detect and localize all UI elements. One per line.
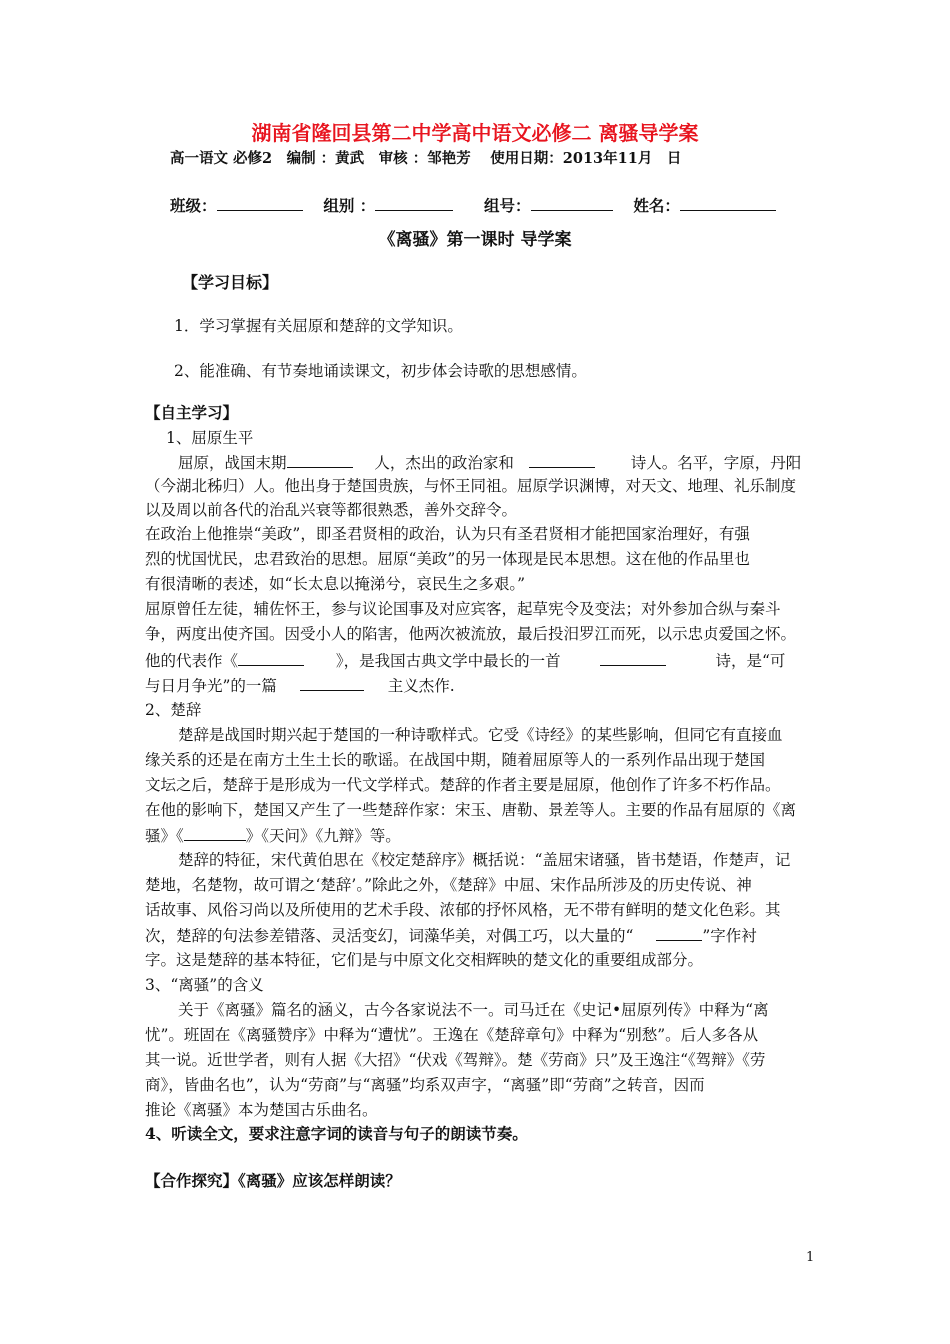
- group-no-label: 组号：: [484, 196, 531, 215]
- document-title: 湖南省隆回县第二中学高中语文必修二 离骚导学案: [251, 121, 699, 145]
- text-span: 屈原，战国末期: [178, 454, 287, 472]
- paragraph-line: [145, 675, 455, 696]
- name-label: 姓名：: [633, 196, 680, 215]
- text-span: ”字作衬: [702, 927, 757, 945]
- paragraph-line: 争，两度出使齐国。因受小人的陷害，他两次被流放，最后投汨罗江而死，以示忠贞爱国之怀。: [145, 625, 797, 643]
- cooperation-section: [145, 1171, 401, 1191]
- paragraph-line: 以及周以前各代的治乱兴衰等都很熟悉，善外交辞令。: [145, 501, 518, 519]
- paragraph-line: 字。这是楚辞的基本特征，它们是与中原文化交相辉映的楚文化的重要组成部分。: [145, 951, 704, 969]
- text-span: 诗，是“可: [715, 652, 786, 670]
- cooperation-question: 《离骚》应该怎样朗读？: [238, 1171, 401, 1190]
- paragraph-line: [145, 650, 785, 671]
- fill-blank[interactable]: [287, 452, 353, 468]
- fill-blank[interactable]: [600, 650, 666, 666]
- fill-blank[interactable]: [300, 675, 364, 691]
- text-span: 与日月争光”的一篇: [145, 677, 277, 695]
- objective-item: 2、能准确、有节奏地诵读课文，初步体会诗歌的思想感情。: [174, 362, 587, 380]
- text-span: 主义杰作.: [387, 677, 455, 695]
- group-label: 组别 ：: [323, 196, 376, 215]
- paragraph-line: 楚辞是战国时期兴起于楚国的一种诗歌样式。它受《诗经》的某些影响，但同它有直接血: [178, 726, 783, 744]
- paragraph-line: 商》，皆曲名也”，认为“劳商”与“离骚”均系双声字，“离骚”即“劳商”之转音，因而: [145, 1076, 705, 1094]
- group-blank[interactable]: [375, 194, 453, 211]
- text-span: 》，是我国古典文学中最长的一首: [335, 652, 561, 670]
- section-heading-qu-yuan: 1、屈原生平: [166, 429, 254, 447]
- self-study-heading: 【自主学习】: [145, 403, 239, 422]
- group-no-blank[interactable]: [531, 194, 613, 211]
- page-number: 1: [806, 1250, 815, 1265]
- section-heading-chuci: 2、楚辞: [145, 701, 202, 719]
- paragraph-line: 有很清晰的表述，如“长太息以掩涕兮，哀民生之多艰。”: [145, 575, 526, 593]
- paragraph-line: 缘关系的还是在南方土生土长的歌谣。在战国中期，随着屈原等人的一系列作品出现于楚国: [145, 751, 766, 769]
- paragraph-line: 关于《离骚》篇名的涵义，古今各家说法不一。司马迁在《史记•屈原列传》中释为“离: [178, 1001, 769, 1019]
- paragraph-line: 烈的忧国忧民，忠君致治的思想。屈原“美政”的另一体现是民本思想。这在他的作品里也: [145, 550, 750, 568]
- paragraph-line: 楚辞的特征，宋代黄伯思在《校定楚辞序》概括说：“盖屈宋诸骚，皆书楚语，作楚声，记: [178, 851, 791, 869]
- fill-blank[interactable]: [656, 925, 702, 941]
- name-blank[interactable]: [680, 194, 776, 211]
- student-info-form: [170, 194, 776, 216]
- paragraph-line: 推论《离骚》本为楚国古乐曲名。: [145, 1101, 378, 1119]
- text-span: 》《天问》《九辩》等。: [245, 827, 401, 845]
- fill-blank[interactable]: [238, 650, 304, 666]
- objectives-heading: 【学习目标】: [182, 273, 279, 292]
- text-span: 次，楚辞的句法参差错落、灵活变幻，词藻华美，对偶工巧，以大量的“: [145, 927, 634, 945]
- section-heading-lisao-meaning: 3、“离骚”的含义: [145, 976, 264, 994]
- paragraph-line: 楚地，名楚物，故可谓之‘楚辞’。”除此之外，《楚辞》中屈、宋作品所涉及的历史传说、神: [145, 876, 752, 894]
- fill-blank[interactable]: [184, 825, 246, 841]
- paragraph-line: 在他的影响下，楚国又产生了一些楚辞作家：宋玉、唐勒、景差等人。主要的作品有屈原的《离: [145, 801, 797, 819]
- paragraph-line: [145, 825, 401, 846]
- paragraph-line: 文坛之后，楚辞于是形成为一代文学样式。楚辞的作者主要是屈原，他创作了许多不朽作品。: [145, 776, 781, 794]
- paragraph-line: （今湖北秭归）人。他出身于楚国贵族，与怀王同祖。屈原学识渊博，对天文、地理、礼乐制度: [145, 477, 797, 495]
- paragraph-line: 在政治上他推崇“美政”，即圣君贤相的政治，认为只有圣君贤相才能把国家治理好，有强: [145, 525, 750, 543]
- paragraph-line: 忧”。班固在《离骚赞序》中释为“遭忧”。王逸在《楚辞章句》中释为“别愁”。后人多各从: [145, 1026, 759, 1044]
- document-meta: 高一语文 必修2 编制 ：黄武 审核 ：邹艳芳 使用日期：2013年11月 日: [170, 150, 682, 167]
- objective-item: 1．学习掌握有关屈原和楚辞的文学知识。: [174, 317, 463, 335]
- paragraph-line: 其一说。近世学者，则有人据《大招》“伏戏《驾辩》。楚《劳商》只”及王逸注“《驾辩》《劳: [145, 1051, 766, 1069]
- paragraph-line: 屈原曾任左徒，辅佐怀王，参与议论国事及对应宾客，起草宪令及变法；对外参加合纵与秦斗: [145, 600, 781, 618]
- text-span: 他的代表作《: [145, 652, 239, 670]
- lesson-subtitle: 《离骚》第一课时 导学案: [378, 230, 572, 250]
- paragraph-line: 话故事、风俗习尚以及所使用的艺术手段、浓郁的抒怀风格，无不带有鲜明的楚文化色彩。其: [145, 901, 781, 919]
- text-span: 诗人。名平，字原，丹阳: [630, 454, 802, 472]
- cooperation-heading: 【合作探究】: [145, 1171, 239, 1190]
- paragraph-line: [145, 925, 757, 946]
- paragraph-line: [178, 452, 801, 473]
- fill-blank[interactable]: [529, 452, 595, 468]
- class-label: 班级：: [170, 196, 217, 215]
- class-blank[interactable]: [217, 194, 303, 211]
- listening-task: 4、听读全文，要求注意字词的读音与句子的朗读节奏。: [145, 1124, 528, 1143]
- text-span: 骚》《: [145, 827, 184, 845]
- text-span: 人，杰出的政治家和: [374, 454, 514, 472]
